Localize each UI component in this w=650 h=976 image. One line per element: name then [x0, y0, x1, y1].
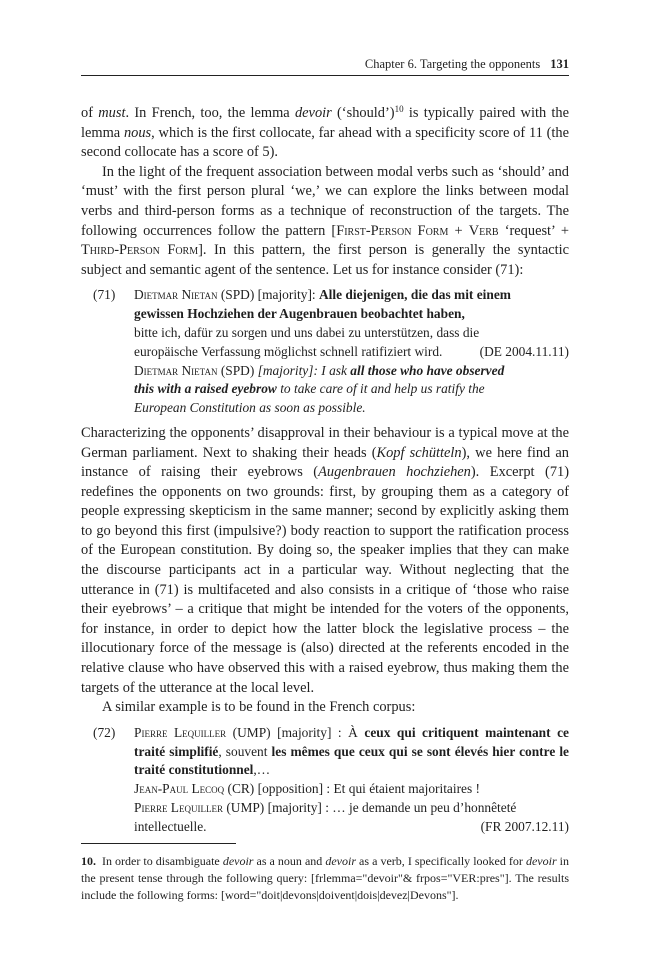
italic-term: nous — [123, 124, 152, 141]
text: , which is the first collocate, far ahead with a specificity score of 11 (the second collocate has a score of 5). — [81, 124, 569, 161]
example-source: (FR 2007.12.11) — [480, 818, 569, 834]
text: , souvent — [218, 743, 272, 759]
text: europäische Verfassung möglichst schnell ratifiziert wird. — [134, 343, 443, 359]
text: . In French, too, the lemma — [125, 105, 295, 121]
page-number: 131 — [550, 57, 569, 71]
example-number: (72) — [93, 724, 116, 740]
small-caps-term: Third-Person Form — [81, 242, 199, 259]
example-line: Dietmar Nietan (SPD) [majority]: Alle diejenigen, die das mit einem gewissen Hochziehen der Augenbrauen beobachtet haben, — [134, 287, 511, 322]
italic-term: must — [98, 105, 126, 121]
main-text — [81, 104, 569, 843]
paragraph-3 — [81, 424, 569, 698]
speaker-name: Dietmar Nietan — [134, 362, 218, 378]
bold-italic-text: all those who have observed this with a raised eyebrow — [134, 362, 505, 397]
bold-text: les mêmes que ceux qui se sont élevés hier contre le traité constitutionnel — [134, 743, 570, 778]
italic-text: to take care of it and help us ratify the European Constitution as soon as possible. — [134, 381, 485, 416]
bold-text: Alle diejenigen, die das mit einem gewissen Hochziehen der Augenbrauen beobachtet haben — [134, 287, 511, 322]
speaker-name: Jean-Paul Lecoq — [134, 781, 225, 797]
text: In order to disambiguate — [102, 854, 223, 868]
example-body — [134, 286, 539, 342]
example-body — [134, 724, 569, 780]
chapter-title: Chapter 6. Targeting the opponents — [364, 57, 541, 71]
paragraph-2 — [81, 163, 569, 281]
example-71 — [81, 286, 569, 418]
paragraph-1 — [81, 104, 569, 163]
text: (UMP) [majority] : À — [226, 724, 365, 740]
footnote-rule — [81, 843, 236, 844]
text: A similar example is to be found in the French corpus: — [102, 699, 416, 716]
italic-term: devoir — [294, 105, 332, 121]
paragraph-4 — [81, 698, 569, 718]
text: intellectuelle. — [134, 818, 207, 834]
example-source: (DE 2004.11.11) — [479, 343, 569, 359]
text: Characterizing the opponents’ disapproval in their behaviour is a typical move at the German parliament. Next to shaking their heads ( — [81, 424, 569, 461]
text: (SPD) [majority]: — [217, 287, 320, 303]
italic-text: [majority]: I ask — [257, 362, 351, 378]
italic-term: Kopf schütteln — [376, 444, 462, 461]
speaker-name: Pierre Lequiller — [134, 800, 223, 816]
example-line — [134, 780, 569, 799]
speaker-name: Pierre Lequiller — [134, 724, 227, 740]
header-rule — [81, 75, 569, 76]
italic-term: devoir — [325, 854, 356, 868]
example-72 — [81, 724, 569, 837]
text: + — [448, 222, 469, 239]
text: (SPD) — [217, 362, 258, 378]
text: ‘request’ + — [498, 222, 570, 239]
italic-term: devoir — [222, 854, 254, 868]
text: (CR) [opposition] : Et qui étaient majoritaires ! — [224, 781, 480, 797]
text: ), we here find an instance of raising their eyebrows ( — [81, 444, 569, 481]
running-header — [81, 56, 569, 72]
italic-term: Augenbrauen hochziehen — [318, 464, 471, 481]
speaker-name: Dietmar Nietan — [134, 287, 218, 303]
footnote-10 — [81, 853, 569, 904]
example-translation — [134, 362, 509, 418]
text: (‘should’) — [331, 105, 395, 121]
text: ]. In this pattern, the first person is generally the syntactic subject and semantic agent of the sentence. Let us for instance consider (71): — [81, 242, 570, 278]
text: of — [81, 105, 99, 121]
text: ). Excerpt (71) redefines the opponents on two grounds: first, by grouping them as a category of people expressing skepticism in the same manner; second by explicitly asking them to go beyond this first (impulsive?) body reaction to support the ratification process of the European constitution. By doing so, the speaker implies that they can make the discourse participants act in a particular way. Without neglecting that the utterance in (71) is multifaceted and also consists in a critique of ‘those who raise their eyebrows’ – a critique that might be intended for the voters of the opponents, for instance, in order to depict how the latter block the legislative process – the illocutionary force of the message is (also) directed at the referents encoded in the relative clause who have observed this with a raised eyebrow, thus making them the targets of the utterance at the local level. — [81, 464, 569, 696]
small-caps-term: Verb — [468, 222, 499, 239]
text: In the light of the frequent association between modal verbs such as ‘should’ and ‘must’ with the first person plural ‘we,’ we can explore the links between modal verbs and third-person forms as a technique of reconstruction of the targets. The following occurrences follow the pattern [ — [81, 163, 569, 239]
footnote-reference[interactable]: 10 — [394, 104, 404, 114]
text: ,… — [253, 762, 271, 778]
footnote-number: 10. — [81, 854, 96, 868]
text: is typically paired with the lemma — [81, 105, 569, 141]
text: in the present tense through the following query: [frlemma="devoir"& frpos="VER:pres"]. The results include the following forms: [word="doit|devons|doivent|dois|devez|Devons"]. — [81, 854, 569, 902]
example-line: bitte ich, dafür zu sorgen und uns dabei zu unterstützen, dass die — [134, 324, 480, 340]
text: as a verb, I specifically looked for — [356, 854, 526, 868]
example-line-with-source — [134, 343, 569, 362]
small-caps-term: First-Person Form — [336, 222, 449, 239]
example-line — [134, 799, 569, 818]
text: as a noun and — [253, 854, 326, 868]
bold-text: ceux qui critiquent maintenant ce traité simplifié — [134, 724, 569, 759]
italic-term: devoir — [525, 854, 557, 868]
example-number: (71) — [93, 287, 116, 303]
example-line-with-source — [134, 818, 569, 837]
text: (UMP) [majority] : … je demande un peu d’honnêteté — [222, 800, 517, 816]
